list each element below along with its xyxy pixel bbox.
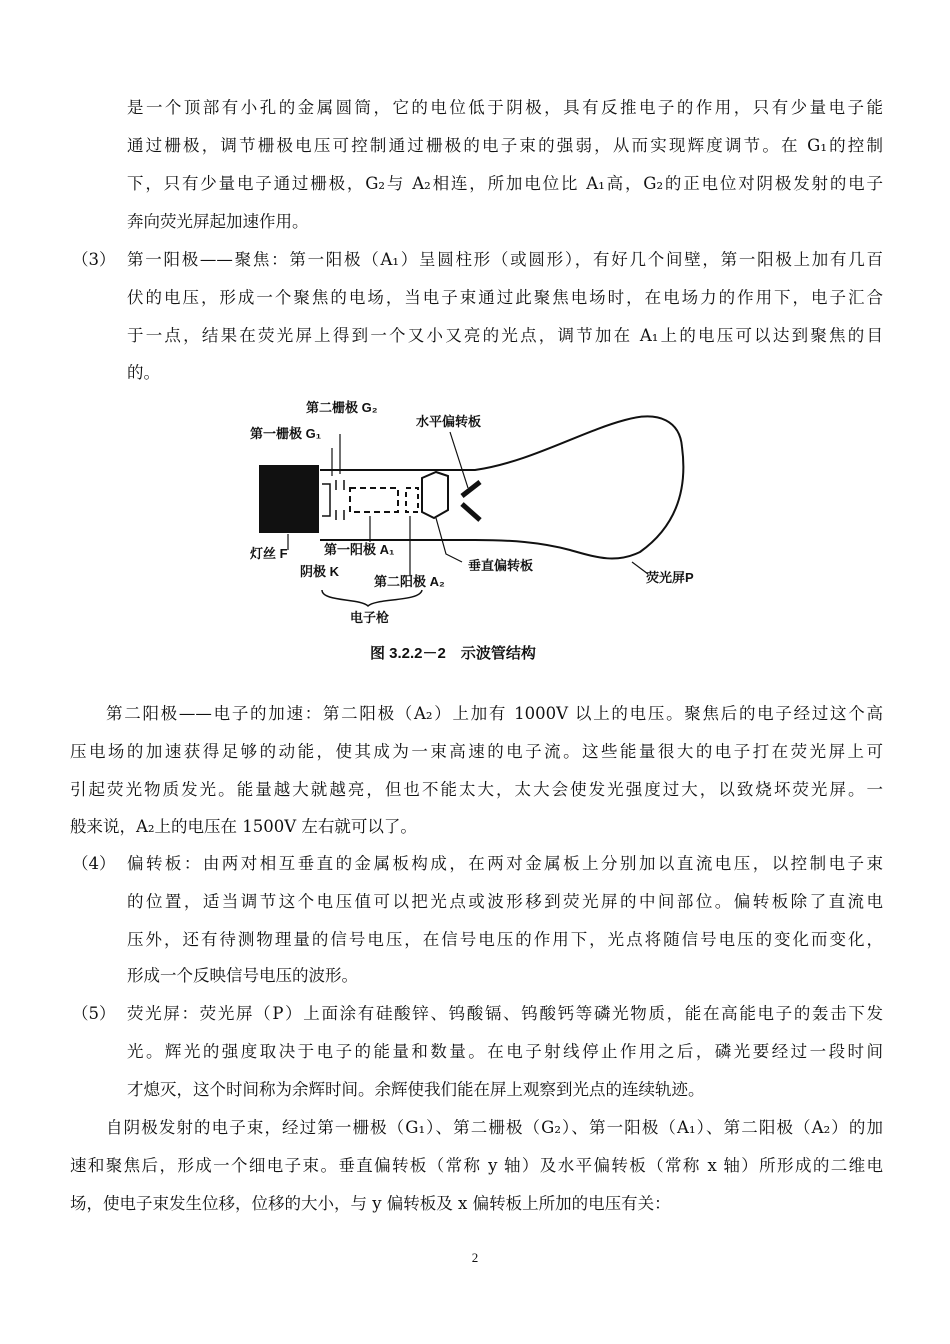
label-a2: 第二阳极 A₂ <box>374 574 445 589</box>
text-line: 才熄灭，这个时间称为余辉时间。余辉使我们能在屏上观察到光点的连续轨迹。 <box>127 1080 705 1099</box>
anode-a1 <box>350 488 398 512</box>
text-line: 速和聚焦后，形成一个细电子束。垂直偏转板（常称 y 轴）及水平偏转板（常称 x 轴）所形成的二维电 <box>70 1156 883 1175</box>
label-gun: 电子枪 <box>350 610 390 625</box>
text-line: 场，使电子束发生位移，位移的大小，与 y 偏转板及 x 偏转板上所加的电压有关： <box>70 1194 671 1213</box>
text-line: 第二阳极——电子的加速：第二阳极（A₂）上加有 1000V 以上的电压。聚焦后的电子经过这个高 <box>106 704 883 723</box>
label-screen: 荧光屏P <box>646 570 694 585</box>
filament-base <box>260 466 318 532</box>
text-line: 第一阳极——聚焦：第一阳极（A₁）呈圆柱形（或圆形），有好几个间壁，第一阳极上加有几百 <box>127 250 883 269</box>
page-number: 2 <box>471 1250 479 1265</box>
list-number: （5） <box>72 1004 116 1023</box>
text-line: 于一点，结果在荧光屏上得到一个又小又亮的光点，调节加在 A₁上的电压可以达到聚焦的目 <box>127 326 883 345</box>
text-line: 的位置，适当调节这个电压值可以把光点或波形移到荧光屏的中间部位。偏转板除了直流电 <box>127 892 883 911</box>
label-a1: 第一阳极 A₁ <box>324 542 395 557</box>
text-line: 通过栅极，调节栅极电压可控制通过栅极的电子束的强弱，从而实现辉度调节。在 G₁的控制 <box>127 136 883 155</box>
tube-diagram <box>240 392 710 678</box>
vertical-deflection-plates <box>422 472 448 518</box>
text-line: 荧光屏：荧光屏（P）上面涂有硅酸锌、钨酸镉、钨酸钙等磷光物质，能在高能电子的轰击下发 <box>127 1004 883 1023</box>
label-g1: 第一栅极 G₁ <box>250 426 322 441</box>
list-number: （4） <box>72 854 116 873</box>
text-line: 奔向荧光屏起加速作用。 <box>127 212 309 231</box>
cathode <box>322 484 330 516</box>
text-line: 光。辉光的强度取决于电子的能量和数量。在电子射线停止作用之后，磷光要经过一段时间 <box>127 1042 883 1061</box>
label-v-plate: 垂直偏转板 <box>468 558 534 573</box>
text-line: 形成一个反映信号电压的波形。 <box>127 966 358 985</box>
anode-a2 <box>406 488 418 512</box>
text-line: 压外，还有待测物理量的信号电压，在信号电压的作用下，光点将随信号电压的变化而变化， <box>127 930 883 949</box>
text-line: 是一个顶部有小孔的金属圆筒，它的电位低于阴极，具有反推电子的作用，只有少量电子能 <box>127 98 883 117</box>
oscilloscope-tube-figure <box>240 392 710 678</box>
label-cathode: 阴极 K <box>300 564 340 579</box>
text-line: 般来说，A₂上的电压在 1500V 左右就可以了。 <box>70 817 417 836</box>
list-number: （3） <box>72 250 116 269</box>
leader-h <box>450 432 468 488</box>
gun-brace <box>322 590 422 606</box>
text-line: 伏的电压，形成一个聚焦的电场，当电子束通过此聚焦电场时，在电场力的作用下，电子汇合 <box>127 288 883 307</box>
figure-caption: 图 3.2.2－2 示波管结构 <box>370 645 536 662</box>
text-line: 引起荧光物质发光。能量越大就越亮，但也不能太大，太大会使发光强度过大，以致烧坏荧光屏。一 <box>70 780 883 799</box>
text-line: 压电场的加速获得足够的动能，使其成为一束高速的电子流。这些能量很大的电子打在荧光屏上可 <box>70 742 883 761</box>
label-g2: 第二栅极 G₂ <box>306 400 378 415</box>
text-line: 自阴极发射的电子束，经过第一栅极（G₁）、第二栅极（G₂）、第一阳极（A₁）、第二阳极（A₂）的加 <box>106 1118 883 1137</box>
horizontal-deflection-plates <box>462 482 480 520</box>
text-line: 的。 <box>127 363 160 382</box>
label-h-plate: 水平偏转板 <box>416 414 482 429</box>
label-filament: 灯丝 F <box>250 546 288 561</box>
text-line: 偏转板：由两对相互垂直的金属板构成，在两对金属板上分别加以直流电压，以控制电子束 <box>127 854 883 873</box>
text-line: 下，只有少量电子通过栅极，G₂与 A₂相连，所加电位比 A₁高，G₂的正电位对阴极发射的电子 <box>127 174 883 193</box>
